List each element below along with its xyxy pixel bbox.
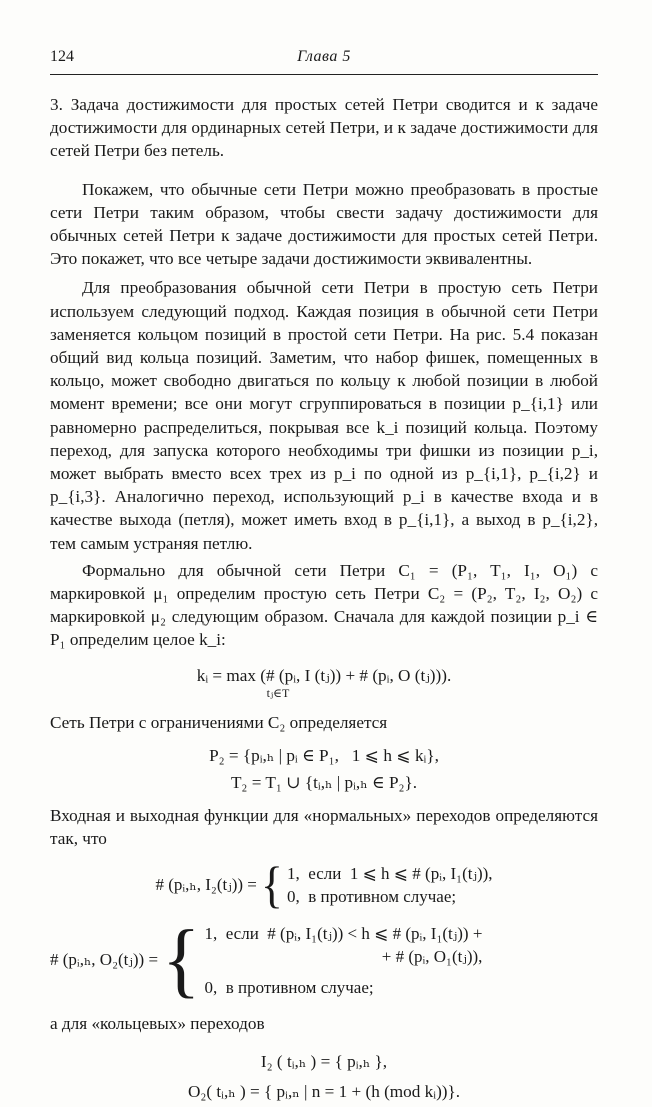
formula-o2-case1: 1, если # (pᵢ, I₁(tⱼ)) < h ⩽ # (pᵢ, I₁(tⱼ)) + <box>204 923 483 943</box>
formula-i2-case1: 1, если 1 ⩽ h ⩽ # (pᵢ, I₁(tⱼ)), <box>286 864 493 884</box>
formula-o2-lhs: # (pᵢ,ₕ, O₂(tⱼ)) = <box>50 950 159 970</box>
paragraph-3: Для преобразования обычной сети Петри в простую сеть Петри используем следующий подход. Каждая позиция в обычной сети Петри заменяется кольцом позиций в простой сети Петри. На рис. 5.4 показан общий вид кольца позиций. Заметим, что набор фишек, помещенных в кольцо, может свободно двигаться по кольцу к любой позиции в любой момент времени; все они могут сгруппироваться в позиции p_{i,1} или равномерно распределиться, покрывая все k_i позиций кольца. Поэтому переход, для запуска которого необходимы три фишки из позиции p_i, может выбрать вместо всех трех из p_i по одной из p_{i,1}, p_{i,2} и p_{i,3}. Аналогично переход, использующий p_i в качестве входа и в качестве выхода (петля), может иметь вход в p_{i,1}, а выход в p_{i,2}, тем самым устраняя петлю. <box>50 278 598 553</box>
formula-ki-subscript: tⱼ∈T <box>266 685 290 700</box>
left-brace-icon: { <box>162 914 201 1007</box>
formula-o2-case2: 0, в противном случае; <box>204 977 374 997</box>
formula-t2: T₂ = T₁ ∪ {tᵢ,ₕ | pᵢ,ₕ ∈ P₂}. <box>230 772 418 792</box>
formula-o2-cases <box>50 914 598 1007</box>
chapter-title: Глава 5 <box>297 48 351 65</box>
formula-ki <box>50 664 598 699</box>
page-number: 124 <box>50 48 74 65</box>
formula-p2: P₂ = {pᵢ,ₕ | pᵢ ∈ P₁, 1 ⩽ h ⩽ kᵢ}, <box>209 745 439 765</box>
paragraph-1: 3. Задача достижимости для простых сетей Петри сводится и к задаче достижимости для ординарных сетей Петри, и к задаче достижимости для сетей Петри без петель. <box>50 95 598 161</box>
paragraph-2: Покажем, что обычные сети Петри можно преобразовать в простые сети Петри таким образом, чтобы свести задачу достижимости для обычных сетей Петри к задаче достижимости для простых сетей Петри. Это покажет, что все четыре задачи достижимости эквивалентны. <box>50 179 598 269</box>
formula-i2-cases <box>50 856 598 913</box>
paragraph-4: Формально для обычной сети Петри C₁ = (P₁, T₁, I₁, O₁) с маркировкой μ₁ определим простую сеть Петри C₂ = (P₂, T₂, I₂, O₂) с маркировкой μ₂ следующим образом. Сначала для каждой позиции p_i ∈ P₁ определим целое k_i: <box>50 560 598 650</box>
formula-o2-case1b: + # (pᵢ, O₁(tⱼ)), <box>381 946 483 966</box>
formula-p2-t2 <box>50 744 598 794</box>
paragraph-7: а для «кольцевых» переходов <box>50 1014 265 1034</box>
formula-i2-case2: 0, в противном случае; <box>286 887 457 907</box>
formula-i2-lhs: # (pᵢ,ₕ, I₂(tⱼ)) = <box>155 875 257 895</box>
paragraph-5: Сеть Петри с ограничениями C₂ определяется <box>50 712 388 732</box>
formula-ki-main: kᵢ = max (# (pᵢ, I (tⱼ)) + # (pᵢ, O (tⱼ))). <box>196 665 452 685</box>
formula-ring <box>50 1047 598 1107</box>
paragraph-6: Входная и выходная функции для «нормальных» переходов определяются так, что <box>50 805 598 849</box>
formula-ring-i2: I₂ ( tᵢ,ₕ ) = { pᵢ,ₕ }, <box>260 1052 388 1072</box>
book-page <box>50 48 598 1107</box>
page-header <box>50 48 598 70</box>
formula-ring-o2: O₂( tᵢ,ₕ ) = { pᵢ,ₙ | n = 1 + (h (mod kᵢ))}. <box>187 1082 461 1102</box>
left-brace-icon: { <box>260 856 283 913</box>
